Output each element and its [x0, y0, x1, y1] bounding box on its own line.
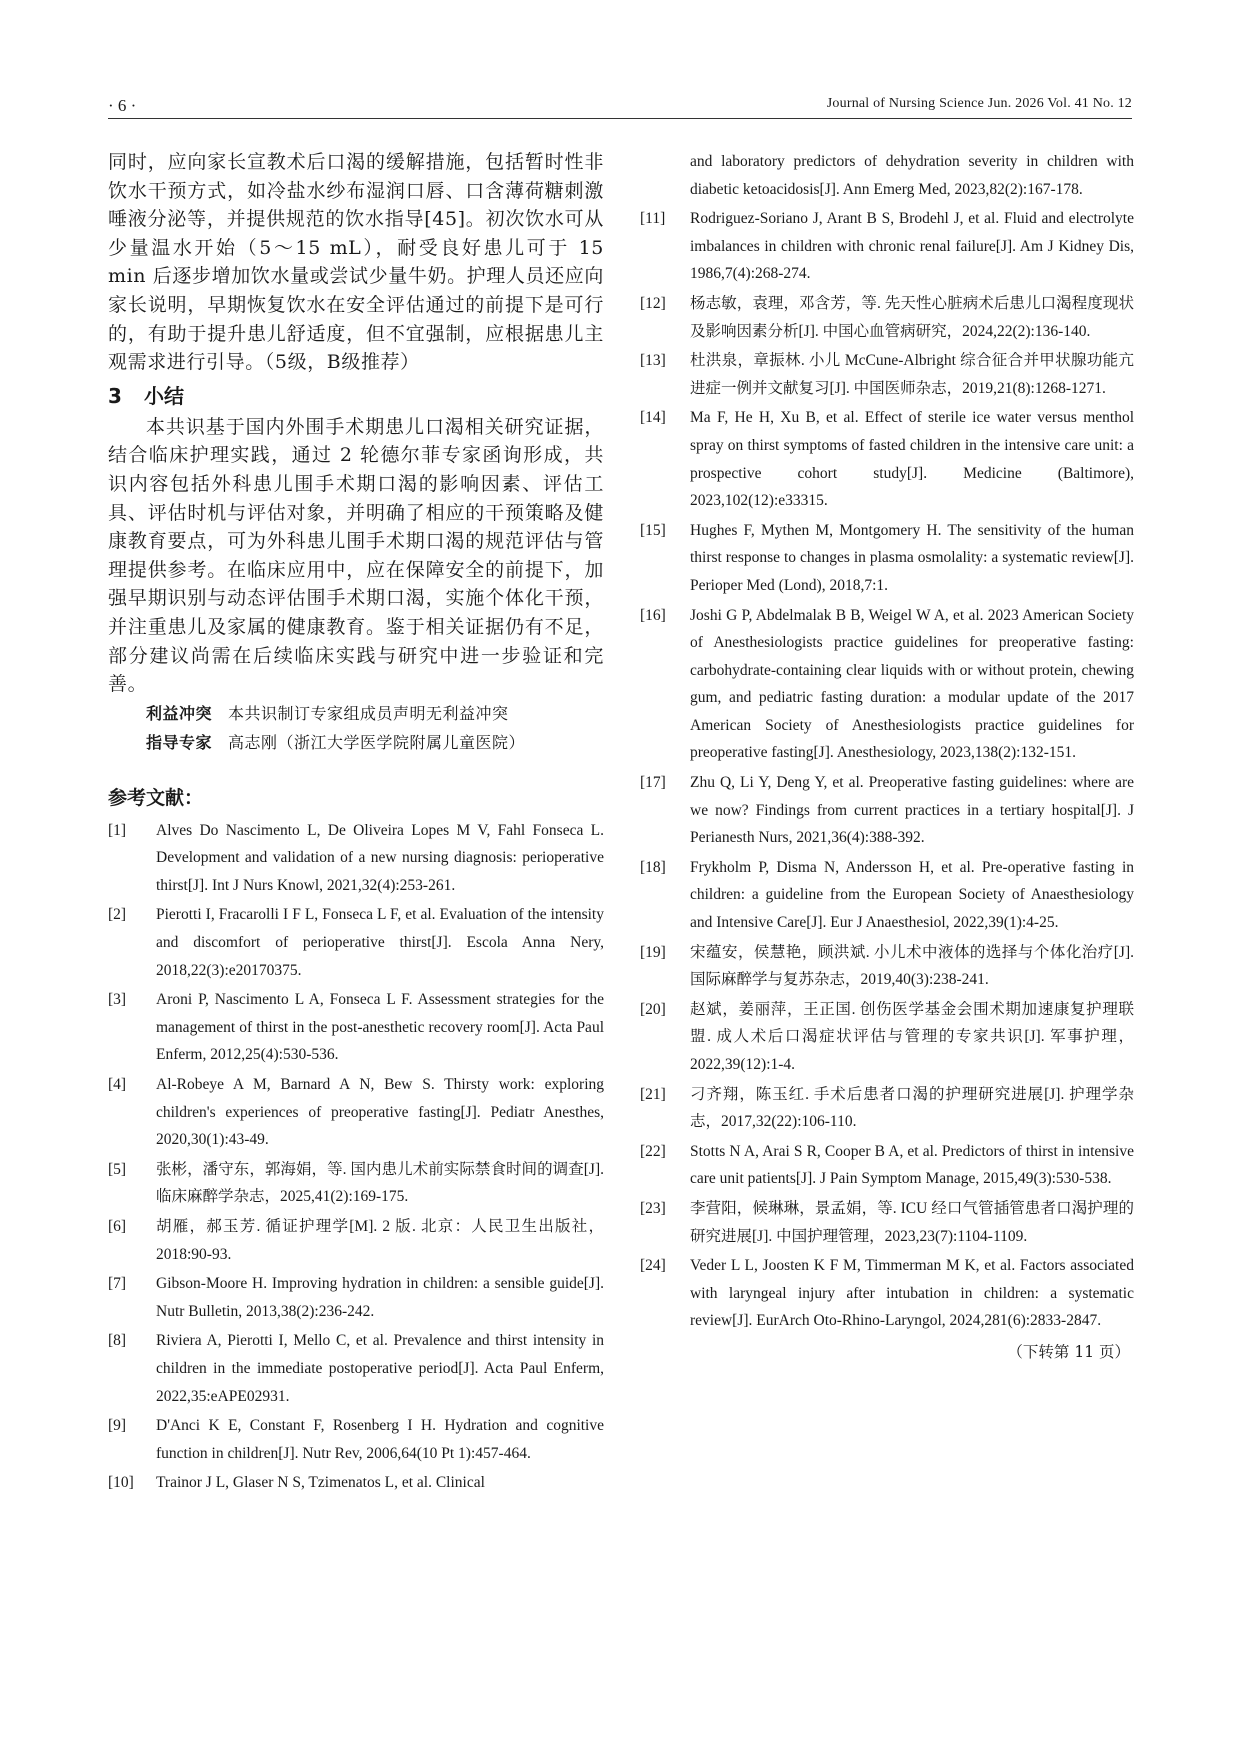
reference-item	[640, 939, 1134, 994]
reference-number: [4]	[108, 1076, 127, 1094]
reference-number: [24]	[640, 1257, 666, 1275]
reference-item	[108, 1469, 604, 1497]
reference-number: [15]	[640, 521, 666, 539]
section-title: 小结	[144, 383, 184, 408]
reference-text: 胡雁，郝玉芳. 循证护理学[M]. 2 版. 北京：人民卫生出版社，2018:90-93.	[156, 1218, 604, 1263]
reference-list-left	[108, 817, 604, 1497]
reference-text: 张彬，潘守东，郭海娟，等. 国内患儿术前实际禁食时间的调查[J]. 临床麻醉学杂志，2025,41(2):169-175.	[156, 1160, 604, 1206]
body-paragraph-2: 本共识基于国内外围手术期患儿口渴相关研究证据，结合临床护理实践，通过 2 轮德尔菲专家函询形成，共识内容包括外科患儿围手术期口渴的影响因素、评估工具、评估时机与评估对象，并明确了相应的干预策略及健康教育要点，可为外科患儿围手术期口渴的规范评估与管理提供参考。在临床应用中，应在保障安全的前提下，加强早期识别与动态评估围手术期口渴，实施个体化干预，并注重患儿及家属的健康教育。鉴于相关证据仍有不足，部分建议尚需在后续临床实践与研究中进一步验证和完善。	[108, 415, 604, 696]
reference-item	[108, 1071, 604, 1154]
reference-number: [10]	[108, 1474, 134, 1492]
reference-item	[108, 901, 604, 984]
journal-info: Journal of Nursing Science Jun. 2026 Vol. 41 No. 12	[826, 96, 1132, 111]
reference-text: 宋蕴安，侯慧艳，顾洪斌. 小儿术中液体的选择与个体化治疗[J]. 国际麻醉学与复苏杂志，2019,40(3):238-241.	[690, 943, 1134, 989]
reference-text: Ma F, He H, Xu B, et al. Effect of sterile ice water versus menthol spray on thirst symptoms of fasted children in the intensive care unit: a prospective cohort study[J]. Medicine (Baltimore), 2023,102(12):e33315.	[690, 409, 1134, 510]
header-rule	[108, 118, 1132, 119]
reference-text: 赵斌，姜丽萍，王正国. 创伤医学基金会围术期加速康复护理联盟. 成人术后口渴症状评估与管理的专家共识[J]. 军事护理，2022,39(12):1-4.	[690, 1000, 1134, 1073]
reference-number: [18]	[640, 858, 666, 876]
reference-text: Veder L L, Joosten K F M, Timmerman M K, et al. Factors associated with laryngeal injury after intubation in children: a systematic review[J]. EurArch Oto-Rhino-Laryngol, 2024,281(6):2833-2847.	[690, 1257, 1134, 1330]
section-heading	[108, 379, 604, 413]
body-paragraph-1: 同时，应向家长宣教术后口渴的缓解措施，包括暂时性非饮水干预方式，如冷盐水纱布湿润口唇、口含薄荷糖刺激唾液分泌等，并提供规范的饮水指导[45]。初次饮水可从少量温水开始（5～15 mL），耐受良好患儿可于 15 min 后逐步增加饮水量或尝试少量牛奶。护理人员还应向家长说明，早期恢复饮水在安全评估通过的前提下是可行的，有助于提升患儿舒适度，但不宜强制，应根据患儿主观需求进行引导。（5级，B级推荐）	[108, 151, 604, 374]
guide-label: 指导专家	[146, 732, 213, 752]
reference-item	[640, 1081, 1134, 1136]
reference-number: [9]	[108, 1417, 127, 1435]
reference-number: [12]	[640, 294, 666, 312]
reference-item	[640, 1252, 1134, 1335]
reference-text: Alves Do Nascimento L, De Oliveira Lopes M V, Fahl Fonseca L. Development and validation of a new nursing diagnosis: perioperative thirst[J]. Int J Nurs Knowl, 2021,32(4):253-261.	[156, 821, 604, 894]
reference-number: [8]	[108, 1332, 127, 1350]
reference-number: [23]	[640, 1199, 666, 1217]
right-column	[640, 148, 1134, 1367]
reference-number: [7]	[108, 1275, 127, 1293]
reference-text: 李营阳，候琳琳，景孟娟，等. ICU 经口气管插管患者口渴护理的研究进展[J]. 中国护理管理，2023,23(7):1104-1109.	[690, 1199, 1134, 1245]
reference-number: [17]	[640, 774, 666, 792]
reference-item	[108, 1327, 604, 1410]
reference-item	[108, 986, 604, 1069]
left-column	[108, 148, 604, 1499]
reference-text: Aroni P, Nascimento L A, Fonseca L F. Assessment strategies for the management of thirst in the post-anesthetic recovery room[J]. Acta Paul Enferm, 2012,25(4):530-536.	[156, 991, 604, 1064]
reference-text: Gibson-Moore H. Improving hydration in children: a sensible guide[J]. Nutr Bulletin, 2013,38(2):236-242.	[156, 1275, 604, 1320]
reference-number: [1]	[108, 821, 127, 839]
reference-number: [6]	[108, 1218, 127, 1235]
reference-text: Hughes F, Mythen M, Montgomery H. The sensitivity of the human thirst response to changes in plasma osmolality: a systematic review[J]. Perioper Med (Lond), 2018,7:1.	[690, 521, 1134, 594]
reference-item	[640, 205, 1134, 288]
reference-item	[640, 1195, 1134, 1250]
references-title: 参考文献：	[108, 786, 204, 809]
reference-number: [3]	[108, 991, 127, 1009]
conflict-text: 本共识制订专家组成员声明无利益冲突	[228, 703, 509, 723]
reference-text: D'Anci K E, Constant F, Rosenberg I H. Hydration and cognitive function in children[J]. Nutr Rev, 2006,64(10 Pt 1):457-464.	[156, 1417, 604, 1462]
reference-item	[640, 290, 1134, 345]
reference-number: [5]	[108, 1160, 127, 1178]
section-number: 3	[108, 383, 122, 408]
reference-item	[108, 1412, 604, 1467]
reference-text: Rodriguez-Soriano J, Arant B S, Brodehl J, et al. Fluid and electrolyte imbalances in children with chronic renal failure[J]. Am J Kidney Dis, 1986,7(4):268-274.	[690, 210, 1134, 283]
reference-text: Zhu Q, Li Y, Deng Y, et al. Preoperative fasting guidelines: where are we now? Findings from current practices in a tertiary hospital[J]. J Perianesth Nurs, 2021,36(4):388-392.	[690, 774, 1134, 847]
reference-text: 杜洪泉，章振林. 小儿 McCune-Albright 综合征合并甲状腺功能亢进症一例并文献复习[J]. 中国医师杂志，2019,21(8):1268-1271.	[690, 352, 1134, 397]
guide-text: 高志刚（浙江大学医学院附属儿童医院）	[228, 732, 526, 752]
reference-number: [22]	[640, 1142, 666, 1160]
reference-number: [11]	[640, 210, 666, 228]
reference-item	[640, 854, 1134, 937]
reference-text: Pierotti I, Fracarolli I F L, Fonseca L F, et al. Evaluation of the intensity and discomfort of perioperative thirst[J]. Escola Anna Nery, 2018,22(3):e20170375.	[156, 906, 604, 979]
guide-expert	[108, 728, 604, 757]
reference-item	[640, 602, 1134, 768]
conflict-label: 利益冲突	[146, 703, 213, 723]
reference-item	[108, 1213, 604, 1268]
reference-item	[640, 769, 1134, 852]
reference-number: [19]	[640, 943, 666, 961]
reference-item	[108, 1270, 604, 1325]
reference-item	[108, 817, 604, 900]
reference-number: [21]	[640, 1085, 666, 1103]
reference-text: Riviera A, Pierotti I, Mello C, et al. Prevalence and thirst intensity in children in the immediate postoperative period[J]. Acta Paul Enferm, 2022,35:eAPE02931.	[156, 1332, 604, 1405]
reference-text: 杨志敏，袁理，邓含芳，等. 先天性心脏病术后患儿口渴程度现状及影响因素分析[J]. 中国心血管病研究，2024,22(2):136-140.	[690, 294, 1134, 340]
page-number: · 6 ·	[108, 96, 137, 115]
reference-text: Joshi G P, Abdelmalak B B, Weigel W A, et al. 2023 American Society of Anesthesiologists practice guidelines for preoperative fasting: carbohydrate-containing clear liquids with or without protein, chewing gum, and pediatric fasting duration: a modular update of the 2017 American Society of Anesthesiologists practice guidelines for preoperative fasting[J]. Anesthesiology, 2023,138(2):132-151.	[690, 606, 1134, 762]
reference-number: [14]	[640, 409, 666, 427]
continued-note: （下转第 11 页）	[1007, 1342, 1130, 1361]
reference-item	[108, 1156, 604, 1211]
reference-number: [20]	[640, 1000, 666, 1018]
reference-text: Trainor J L, Glaser N S, Tzimenatos L, et al. Clinical	[156, 1474, 485, 1492]
running-header	[108, 96, 1132, 116]
reference-number: [16]	[640, 606, 666, 624]
reference-text: Frykholm P, Disma N, Andersson H, et al. Pre-operative fasting in children: a guideline from the European Society of Anaesthesiology and Intensive Care[J]. Eur J Anaesthesiol, 2022,39(1):4-25.	[690, 858, 1134, 932]
conflict-statement	[108, 699, 604, 728]
reference-list-right	[640, 205, 1134, 1335]
reference-10-continuation: and laboratory predictors of dehydration severity in children with diabetic ketoacidosis[J]. Ann Emerg Med, 2023,82(2):167-178.	[690, 153, 1134, 198]
reference-text: Stotts N A, Arai S R, Cooper B A, et al. Predictors of thirst in intensive care unit patients[J]. J Pain Symptom Manage, 2015,49(3):530-538.	[690, 1142, 1134, 1188]
reference-number: [13]	[640, 352, 666, 370]
reference-text: Al-Robeye A M, Barnard A N, Bew S. Thirsty work: exploring children's experiences of preoperative fasting[J]. Pediatr Anesthes, 2020,30(1):43-49.	[156, 1076, 604, 1149]
reference-item	[640, 517, 1134, 600]
reference-number: [2]	[108, 906, 127, 924]
reference-text: 刁齐翔，陈玉红. 手术后患者口渴的护理研究进展[J]. 护理学杂志，2017,32(22):106-110.	[690, 1085, 1134, 1131]
reference-item	[640, 404, 1134, 514]
reference-item	[640, 996, 1134, 1079]
reference-item	[640, 1138, 1134, 1193]
reference-item	[640, 347, 1134, 402]
